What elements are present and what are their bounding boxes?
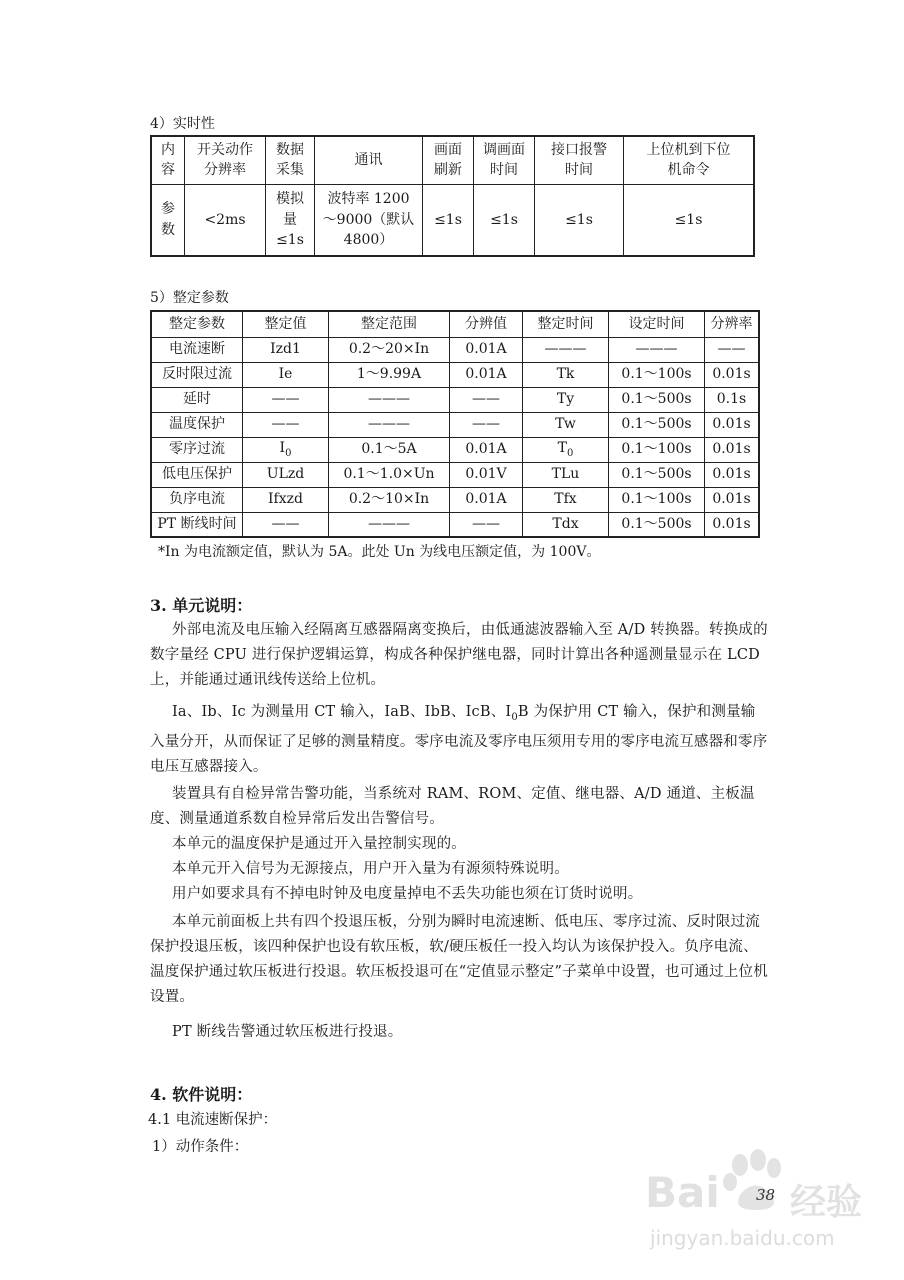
unit-paragraph: 本单元开入信号为无源接点，用户开入量为有源须特殊说明。 (172, 861, 569, 877)
settings-cell: 温度保护 (151, 412, 243, 437)
realtime-cell: <2ms (185, 184, 266, 256)
realtime-cell: ≤1s (624, 184, 755, 256)
settings-cell: Tfx (523, 487, 609, 512)
realtime-header-cell: 通讯 (315, 136, 423, 184)
settings-cell: 0.01A (450, 487, 523, 512)
settings-cell: —— (705, 337, 760, 362)
settings-cell: 0.2～20×In (329, 337, 450, 362)
settings-cell: 0.01s (705, 462, 760, 487)
unit-paragraph: 用户如要求具有不掉电时钟及电度量掉电不丢失功能也须在订货时说明。 (172, 886, 643, 902)
settings-cell: 0.2～10×In (329, 487, 450, 512)
settings-header-cell: 整定时间 (523, 311, 609, 337)
settings-cell: 延时 (151, 387, 243, 412)
settings-cell: 0.1～100s (609, 437, 705, 462)
settings-cell: $I_0$ (243, 437, 329, 462)
settings-table (150, 310, 760, 538)
settings-cell: Ty (523, 387, 609, 412)
settings-cell: 0.01s (705, 412, 760, 437)
settings-cell: 0.1～100s (609, 487, 705, 512)
realtime-header-cell: 画面刷新 (423, 136, 474, 184)
unit-paragraph: 外部电流及电压输入经隔离互感器隔离变换后，由低通滤波器输入至 A/D 转换器。转换成的数字量经 CPU 进行保护逻辑运算，构成各种保护继电器，同时计算出各种遥测量显示在 LCD 上，并能通过通讯线传送给上位机。 (150, 622, 768, 688)
realtime-cell: ≤1s (474, 184, 535, 256)
settings-cell: 0.1～1.0×Un (329, 462, 450, 487)
realtime-cell: 波特率 1200～9000（默认 4800） (315, 184, 423, 256)
table-row (151, 412, 759, 437)
settings-header-cell: 设定时间 (609, 311, 705, 337)
software-condition: 1）动作条件： (152, 1139, 249, 1155)
settings-cell: Tw (523, 412, 609, 437)
realtime-header-cell: 数据采集 (266, 136, 315, 184)
settings-cell: PT 断线时间 (151, 512, 243, 537)
realtime-header-cell: 调画面时间 (474, 136, 535, 184)
settings-cell: —— (450, 512, 523, 537)
settings-header-cell: 整定值 (243, 311, 329, 337)
realtime-cell: ≤1s (423, 184, 474, 256)
settings-cell: Izd1 (243, 337, 329, 362)
settings-cell: —— (450, 387, 523, 412)
settings-cell: 0.1～500s (609, 512, 705, 537)
settings-header-cell: 分辨率 (705, 311, 760, 337)
watermark-brand-cn: 经验 (790, 1182, 863, 1223)
settings-cell: —— (450, 412, 523, 437)
settings-cell: 0.01A (450, 362, 523, 387)
settings-header-cell: 整定参数 (151, 311, 243, 337)
settings-cell: ULzd (243, 462, 329, 487)
realtime-cell: 参数 (151, 184, 185, 256)
realtime-header-cell: 接口报警时间 (535, 136, 624, 184)
realtime-cell: 模拟量≤1s (266, 184, 315, 256)
settings-cell: 0.01A (450, 437, 523, 462)
settings-cell: ——— (523, 337, 609, 362)
settings-cell: 零序过流 (151, 437, 243, 462)
realtime-table (150, 135, 755, 257)
settings-cell: ——— (329, 387, 450, 412)
settings-cell: 电流速断 (151, 337, 243, 362)
settings-cell: Ifxzd (243, 487, 329, 512)
settings-cell: Tdx (523, 512, 609, 537)
settings-cell: 0.01V (450, 462, 523, 487)
watermark-brand: Bai (645, 1168, 720, 1217)
settings-header-cell: 整定范围 (329, 311, 450, 337)
settings-cell: 低电压保护 (151, 462, 243, 487)
software-subsection: 4.1 电流速断保护： (148, 1112, 278, 1128)
settings-cell: 0.1～500s (609, 462, 705, 487)
settings-cell: ——— (329, 512, 450, 537)
table-row (151, 387, 759, 412)
settings-cell: ——— (329, 412, 450, 437)
unit-paragraph: 本单元的温度保护是通过开入量控制实现的。 (172, 836, 466, 852)
unit-paragraph: Ia、Ib、Ic 为测量用 CT 输入，IaB、IbB、IcB、$I_0B$ 为保护用 CT 输入，保护和测量输入量分开，从而保证了足够的测量精度。零序电流及零序电压须用专用的零序电流互感器和零序电压互感器接入。 (150, 704, 768, 775)
realtime-header-cell: 内容 (151, 136, 185, 184)
settings-cell: TLu (523, 462, 609, 487)
software-section-title: 4. 软件说明： (150, 1085, 253, 1104)
settings-header-row (151, 311, 759, 337)
settings-cell: 负序电流 (151, 487, 243, 512)
settings-cell: 0.1～5A (329, 437, 450, 462)
page-number: 38 (756, 1186, 776, 1204)
settings-cell: —— (243, 412, 329, 437)
realtime-cell: ≤1s (535, 184, 624, 256)
settings-header-cell: 分辨值 (450, 311, 523, 337)
settings-cell: 1～9.99A (329, 362, 450, 387)
settings-cell: 反时限过流 (151, 362, 243, 387)
settings-heading: 5）整定参数 (150, 290, 229, 306)
settings-cell: —— (243, 387, 329, 412)
settings-cell: Ie (243, 362, 329, 387)
table-row (151, 462, 759, 487)
settings-cell: Tk (523, 362, 609, 387)
settings-cell: 0.01A (450, 337, 523, 362)
settings-cell: $T_0$ (523, 437, 609, 462)
table-row (151, 437, 759, 462)
settings-cell: 0.01s (705, 362, 760, 387)
settings-cell: 0.1s (705, 387, 760, 412)
realtime-header-cell: 上位机到下位机命令 (624, 136, 755, 184)
settings-cell: 0.01s (705, 437, 760, 462)
settings-cell: ——— (609, 337, 705, 362)
settings-cell: 0.01s (705, 512, 760, 537)
realtime-heading: 4）实时性 (150, 116, 215, 132)
realtime-header-cell: 开关动作分辨率 (185, 136, 266, 184)
settings-cell: —— (243, 512, 329, 537)
table-row (151, 337, 759, 362)
settings-cell: 0.01s (705, 487, 760, 512)
unit-paragraph: 本单元前面板上共有四个投退压板，分别为瞬时电流速断、低电压、零序过流、反时限过流保护投退压板，该四种保护也设有软压板，软/硬压板任一投入均认为该保护投入。负序电流、温度保护通过软压板进行投退。软压板投退可在“定值显示整定”子菜单中设置，也可通过上位机设置。 (150, 914, 768, 1005)
table-row (151, 512, 759, 537)
unit-section-title: 3. 单元说明： (150, 596, 253, 615)
table-row (151, 487, 759, 512)
settings-note: *In 为电流额定值，默认为 5A。此处 Un 为线电压额定值，为 100V。 (158, 544, 601, 560)
table-row (151, 362, 759, 387)
settings-cell: 0.1～500s (609, 387, 705, 412)
watermark-url: jingyan.baidu.com (650, 1226, 835, 1250)
unit-paragraph: PT 断线告警通过软压板进行投退。 (172, 1024, 403, 1040)
unit-paragraph: 装置具有自检异常告警功能，当系统对 RAM、ROM、定值、继电器、A/D 通道、主板温度、测量通道系数自检异常后发出告警信号。 (150, 786, 755, 827)
settings-cell: 0.1～500s (609, 412, 705, 437)
settings-cell: 0.1～100s (609, 362, 705, 387)
